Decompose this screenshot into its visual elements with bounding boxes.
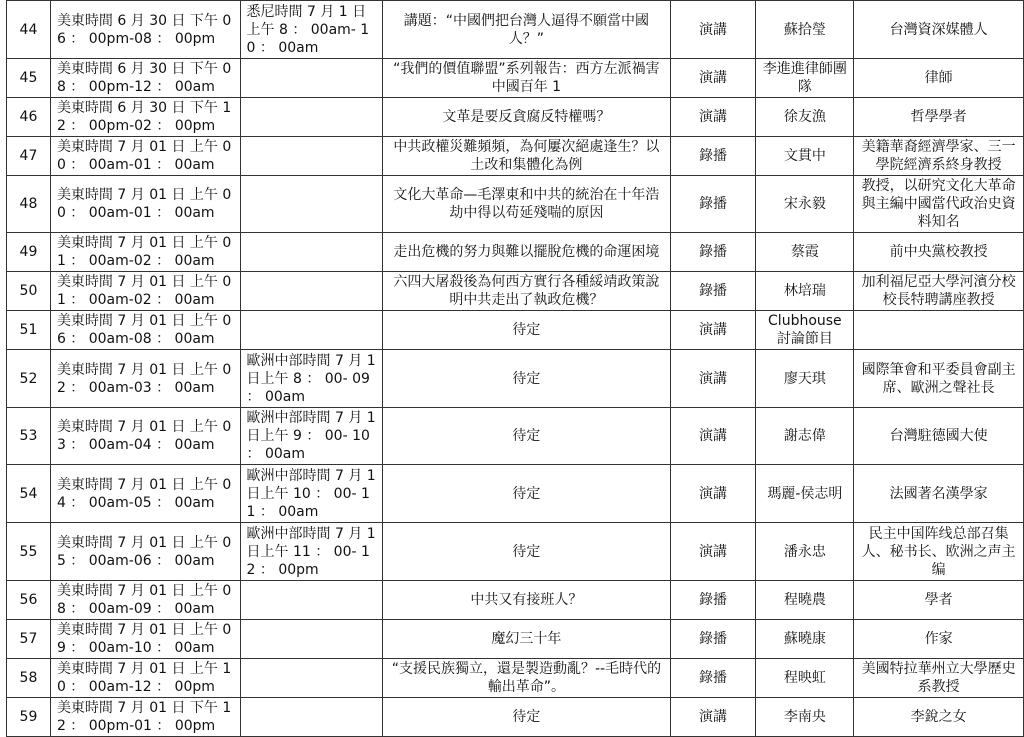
type-cell: 錄播 — [670, 233, 756, 272]
us-time-cell: 美東時間 7 月 01 日 上午 01 ： 00am-02 ： 00am — [50, 272, 240, 311]
type-cell: 錄播 — [670, 659, 756, 698]
speaker-cell: 徐友漁 — [756, 98, 854, 137]
num-cell: 46 — [7, 98, 51, 137]
table-row — [7, 233, 1024, 272]
title-cell: 美國特拉華州立大學歷史系教授 — [854, 659, 1024, 698]
type-cell: 演講 — [670, 1, 756, 59]
speaker-cell: 程曉農 — [756, 581, 854, 620]
num-cell: 59 — [7, 698, 51, 737]
title-cell: 台灣資深媒體人 — [854, 1, 1024, 59]
topic-cell: 中共政權災難頻頻，為何屢次絕處逢生？以土改和集體化為例 — [383, 137, 670, 176]
type-cell: 錄播 — [670, 620, 756, 659]
title-cell: 前中央黨校教授 — [854, 233, 1024, 272]
speaker-cell: 謝志偉 — [756, 408, 854, 465]
topic-cell: 待定 — [383, 465, 670, 523]
topic-cell: 文化大革命—毛澤東和中共的統治在十年浩劫中得以苟延殘喘的原因 — [383, 176, 670, 233]
us-time-cell: 美東時間 7 月 01 日 上午 05 ： 00am-06 ： 00am — [50, 523, 240, 581]
local-time-cell — [240, 98, 383, 137]
type-cell: 演講 — [670, 408, 756, 465]
local-time-cell — [240, 311, 383, 350]
num-cell: 50 — [7, 272, 51, 311]
table-row — [7, 1, 1024, 59]
num-cell: 45 — [7, 59, 51, 98]
local-time-cell: 歐洲中部時間 7 月 1 日上午 8 ： 00- 09 ： 00am — [240, 350, 383, 408]
us-time-cell: 美東時間 7 月 01 日 上午 04 ： 00am-05 ： 00am — [50, 465, 240, 523]
table-row — [7, 698, 1024, 737]
type-cell: 演講 — [670, 465, 756, 523]
title-cell: 民主中国阵线总部召集人、秘书长、欧洲之声主编 — [854, 523, 1024, 581]
num-cell: 53 — [7, 408, 51, 465]
local-time-cell: 歐洲中部時間 7 月 1 日上午 11 ： 00- 12 ： 00pm — [240, 523, 383, 581]
local-time-cell — [240, 620, 383, 659]
us-time-cell: 美東時間 7 月 01 日 上午 00 ： 00am-01 ： 00am — [50, 176, 240, 233]
topic-cell: 走出危機的努力與難以擺脫危機的命運困境 — [383, 233, 670, 272]
local-time-cell — [240, 176, 383, 233]
type-cell: 演講 — [670, 311, 756, 350]
local-time-cell — [240, 698, 383, 737]
local-time-cell — [240, 233, 383, 272]
us-time-cell: 美東時間 7 月 01 日 上午 03 ： 00am-04 ： 00am — [50, 408, 240, 465]
table-row — [7, 176, 1024, 233]
us-time-cell: 美東時間 7 月 01 日 上午 02 ： 00am-03 ： 00am — [50, 350, 240, 408]
title-cell: 作家 — [854, 620, 1024, 659]
title-cell: 法國著名漢學家 — [854, 465, 1024, 523]
table-row — [7, 408, 1024, 465]
title-cell: 律師 — [854, 59, 1024, 98]
num-cell: 54 — [7, 465, 51, 523]
speaker-cell: 蘇曉康 — [756, 620, 854, 659]
table-row — [7, 98, 1024, 137]
us-time-cell: 美東時間 7 月 01 日 上午 01 ： 00am-02 ： 00am — [50, 233, 240, 272]
num-cell: 58 — [7, 659, 51, 698]
type-cell: 錄播 — [670, 272, 756, 311]
topic-cell: 中共又有接班人？ — [383, 581, 670, 620]
num-cell: 48 — [7, 176, 51, 233]
table-row — [7, 350, 1024, 408]
speaker-cell: 蘇拾瑩 — [756, 1, 854, 59]
topic-cell: “我們的價值聯盟”系列報告：西方左派禍害中國百年 1 — [383, 59, 670, 98]
us-time-cell: 美東時間 7 月 01 日 上午 10 ： 00am-12 ： 00pm — [50, 659, 240, 698]
us-time-cell: 美東時間 7 月 01 日 下午 12 ： 00pm-01 ： 00pm — [50, 698, 240, 737]
type-cell: 演講 — [670, 698, 756, 737]
table-row — [7, 272, 1024, 311]
title-cell: 台灣駐德國大使 — [854, 408, 1024, 465]
speaker-cell: 程映虹 — [756, 659, 854, 698]
title-cell — [854, 311, 1024, 350]
title-cell: 哲學學者 — [854, 98, 1024, 137]
topic-cell: 待定 — [383, 523, 670, 581]
us-time-cell: 美東時間 7 月 01 日 上午 06 ： 00am-08 ： 00am — [50, 311, 240, 350]
schedule-table — [6, 0, 1024, 737]
topic-cell: 待定 — [383, 311, 670, 350]
type-cell: 演講 — [670, 98, 756, 137]
speaker-cell: 潘永忠 — [756, 523, 854, 581]
topic-cell: 魔幻三十年 — [383, 620, 670, 659]
type-cell: 演講 — [670, 350, 756, 408]
topic-cell: 待定 — [383, 698, 670, 737]
type-cell: 演講 — [670, 59, 756, 98]
local-time-cell — [240, 59, 383, 98]
topic-cell: 待定 — [383, 408, 670, 465]
num-cell: 56 — [7, 581, 51, 620]
local-time-cell — [240, 659, 383, 698]
title-cell: 國際筆會和平委員會副主席、歐洲之聲社長 — [854, 350, 1024, 408]
type-cell: 錄播 — [670, 176, 756, 233]
table-row — [7, 620, 1024, 659]
title-cell: 加利福尼亞大學河濱分校校長特聘講座教授 — [854, 272, 1024, 311]
speaker-cell: 廖天琪 — [756, 350, 854, 408]
speaker-cell: 李南央 — [756, 698, 854, 737]
local-time-cell: 歐洲中部時間 7 月 1 日上午 9 ： 00- 10 ： 00am — [240, 408, 383, 465]
speaker-cell: 蔡霞 — [756, 233, 854, 272]
local-time-cell — [240, 137, 383, 176]
us-time-cell: 美東時間 7 月 01 日 上午 08 ： 00am-09 ： 00am — [50, 581, 240, 620]
speaker-cell: 林培瑞 — [756, 272, 854, 311]
topic-cell: “支援民族獨立，還是製造動亂？--毛時代的輸出革命”。 — [383, 659, 670, 698]
us-time-cell: 美東時間 7 月 01 日 上午 09 ： 00am-10 ： 00am — [50, 620, 240, 659]
local-time-cell: 悉尼時間 7 月 1 日 上午 8 ： 00am- 10 ： 00am — [240, 1, 383, 59]
us-time-cell: 美東時間 7 月 01 日 上午 00 ： 00am-01 ： 00am — [50, 137, 240, 176]
num-cell: 47 — [7, 137, 51, 176]
table-row — [7, 137, 1024, 176]
num-cell: 52 — [7, 350, 51, 408]
title-cell: 美籍華裔經濟學家、三一學院經濟系終身教授 — [854, 137, 1024, 176]
topic-cell: 文革是要反貪腐反特權嗎？ — [383, 98, 670, 137]
us-time-cell: 美東時間 6 月 30 日 下午 06 ： 00pm-08 ： 00pm — [50, 1, 240, 59]
title-cell: 教授，以研究文化大革命與主編中國當代政治史資料知名 — [854, 176, 1024, 233]
num-cell: 57 — [7, 620, 51, 659]
type-cell: 錄播 — [670, 137, 756, 176]
num-cell: 44 — [7, 1, 51, 59]
title-cell: 學者 — [854, 581, 1024, 620]
speaker-cell: 文貫中 — [756, 137, 854, 176]
table-row — [7, 59, 1024, 98]
local-time-cell: 歐洲中部時間 7 月 1 日上午 10 ： 00- 11 ： 00am — [240, 465, 383, 523]
table-row — [7, 581, 1024, 620]
local-time-cell — [240, 272, 383, 311]
num-cell: 55 — [7, 523, 51, 581]
topic-cell: 六四大屠殺後為何西方實行各種綏靖政策說明中共走出了執政危機？ — [383, 272, 670, 311]
speaker-cell: Clubhouse 討論節目 — [756, 311, 854, 350]
title-cell: 李銳之女 — [854, 698, 1024, 737]
table-row — [7, 311, 1024, 350]
num-cell: 51 — [7, 311, 51, 350]
num-cell: 49 — [7, 233, 51, 272]
speaker-cell: 李進進律師團隊 — [756, 59, 854, 98]
table-row — [7, 523, 1024, 581]
us-time-cell: 美東時間 6 月 30 日 下午 08 ： 00pm-12 ： 00am — [50, 59, 240, 98]
topic-cell: 講題：“中國們把台灣人逼得不願當中國人？” — [383, 1, 670, 59]
table-row — [7, 465, 1024, 523]
topic-cell: 待定 — [383, 350, 670, 408]
local-time-cell — [240, 581, 383, 620]
speaker-cell: 宋永毅 — [756, 176, 854, 233]
speaker-cell: 瑪麗-侯志明 — [756, 465, 854, 523]
table-row — [7, 659, 1024, 698]
us-time-cell: 美東時間 6 月 30 日 下午 12 ： 00pm-02 ： 00pm — [50, 98, 240, 137]
type-cell: 演講 — [670, 523, 756, 581]
type-cell: 錄播 — [670, 581, 756, 620]
